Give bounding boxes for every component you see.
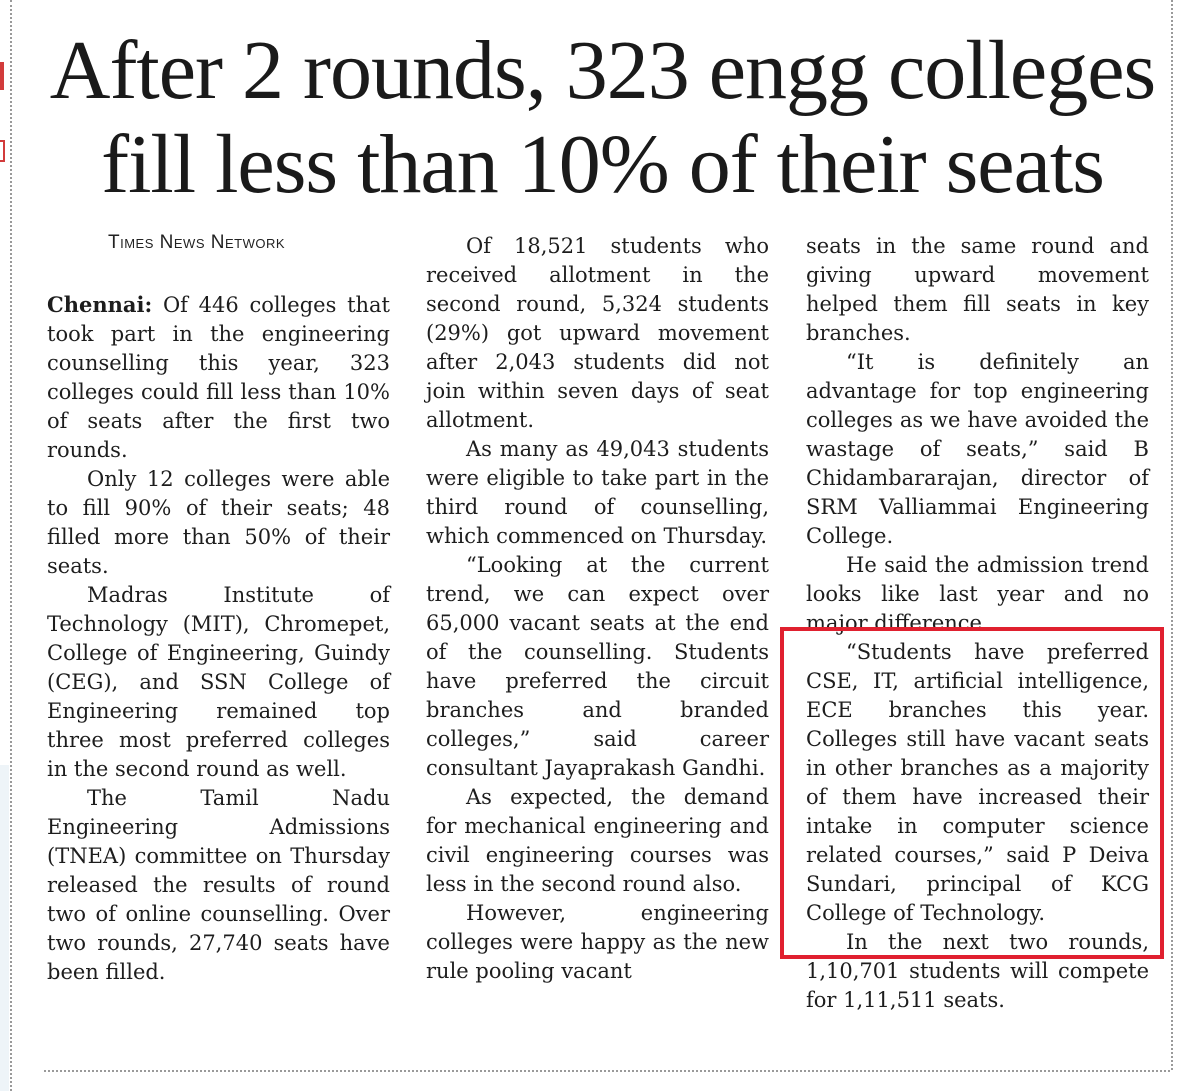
paragraph: The Tamil Nadu Engineering Admissions (TNEA) committee on Thursday released the results of round two of online counselling. Over two rounds, 27,740 seats have been filled.: [47, 786, 390, 984]
highlighted-paragraph: “Students have preferred CSE, IT, artificial intelligence, ECE branches this year. Colleges still have vacant seats in other branches as a majority of them have increased their intake in computer science related courses,” said P Deiva Sundari, principal of KCG College of Technology.: [806, 640, 1149, 925]
adjacent-article-edge: [0, 765, 9, 1091]
article-column-3: [806, 232, 1149, 1015]
bottom-rule: [44, 1070, 1170, 1072]
paragraph: He said the admission trend looks like last year and no major difference.: [806, 553, 1149, 635]
paragraph: [47, 290, 390, 465]
headline-line: fill less than 10% of their seats: [101, 118, 1104, 211]
paragraph: Madras Institute of Technology (MIT), Chromepet, College of Engineering, Guindy (CEG), and SSN College of Engineering remained top three most preferred colleges in the second round as well.: [47, 583, 390, 781]
paragraph: Only 12 colleges were able to fill 90% of their seats; 48 filled more than 50% of their seats.: [47, 467, 390, 578]
byline: Times News Network: [108, 232, 286, 253]
adjacent-article-edge: [0, 62, 4, 90]
right-column-rule: [1171, 0, 1173, 1070]
paragraph: seats in the same round and giving upward movement helped them fill seats in key branches.: [806, 234, 1149, 345]
paragraph: As expected, the demand for mechanical engineering and civil engineering courses was less in the second round also.: [426, 785, 769, 896]
paragraph: “Looking at the current trend, we can expect over 65,000 vacant seats at the end of the counselling. Students have preferred the circuit branches and branded colleges,” said career consultant Jayaprakash Gandhi.: [426, 553, 769, 780]
paragraph: However, engineering colleges were happy as the new rule pooling vacant: [426, 901, 769, 983]
dateline: Chennai:: [47, 292, 153, 317]
left-column-rule: [10, 0, 12, 1091]
article-column-2: [426, 232, 769, 986]
paragraph: As many as 49,043 students were eligible to take part in the third round of counselling, which commenced on Thursday.: [426, 437, 769, 548]
paragraph: Of 18,521 students who received allotment in the second round, 5,324 students (29%) got upward movement after 2,043 students did not join within seven days of seat allotment.: [426, 234, 769, 432]
headline-line: After 2 rounds, 323 engg colleges: [49, 24, 1156, 117]
paragraph: In the next two rounds, 1,10,701 students will compete for 1,11,511 seats.: [806, 930, 1149, 1012]
article-column-1: [47, 290, 390, 987]
paragraph-text: Of 446 colleges that took part in the engineering counselling this year, 323 colleges could fill less than 10% of seats after the first two rounds.: [47, 293, 390, 462]
paragraph: “It is definitely an advantage for top engineering colleges as we have avoided the wastage of seats,” said B Chidambararajan, director of SRM Valliammai Engineering College.: [806, 350, 1149, 548]
headline: [40, 24, 1165, 212]
adjacent-article-edge: [0, 140, 5, 162]
